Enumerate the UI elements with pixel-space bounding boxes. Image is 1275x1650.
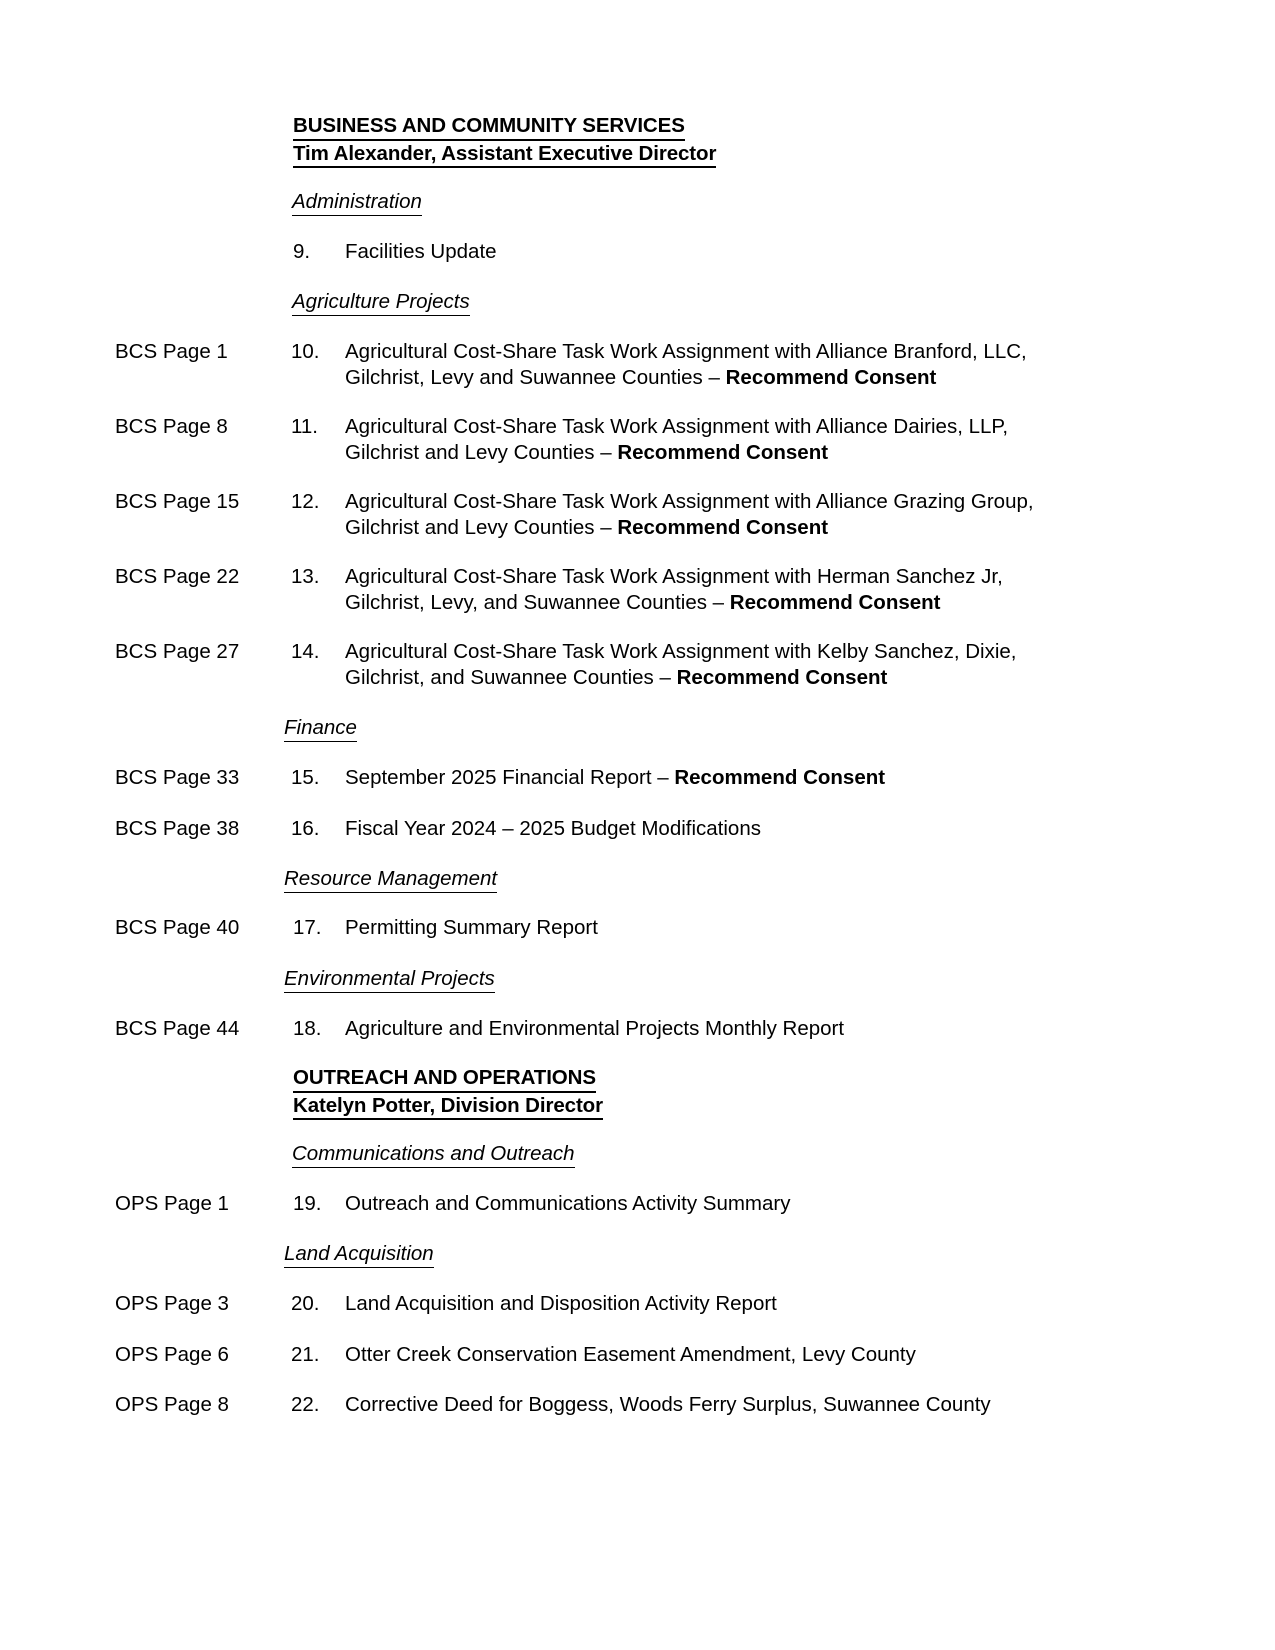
agenda-item-10-pageref: BCS Page 1 [115,340,228,363]
agenda-item-12-line1: Agricultural Cost-Share Task Work Assignment with Alliance Grazing Group, [345,490,1034,513]
agenda-item-15-line1: September 2025 Financial Report – [345,766,675,789]
division-header-bcs [293,113,716,168]
agenda-item-11-line2: Gilchrist and Levy Counties – Recommend Consent [345,440,829,464]
recommend-consent-badge: Recommend Consent [725,365,937,389]
agenda-item-20-pageref: OPS Page 3 [115,1292,229,1315]
section-heading-agriculture-projects: Agriculture Projects [292,289,470,316]
agenda-item-17-number: 17. [293,916,322,939]
agenda-item-21-number: 21. [291,1343,320,1366]
recommend-consent-badge: Recommend Consent [674,766,886,789]
agenda-item-15-pageref: BCS Page 33 [115,766,240,789]
agenda-item-12-line2: Gilchrist and Levy Counties – Recommend Consent [345,515,829,539]
recommend-consent-badge: Recommend Consent [617,440,829,464]
section-heading-resource-management: Resource Management [284,866,497,893]
division-title-bcs: BUSINESS AND COMMUNITY SERVICES [293,113,685,141]
agenda-item-20-text: Land Acquisition and Disposition Activity Report [345,1292,777,1315]
section-heading-finance: Finance [284,715,357,742]
agenda-item-17-text: Permitting Summary Report [345,916,598,939]
agenda-item-17-pageref: BCS Page 40 [115,916,240,939]
agenda-item-10-line2: Gilchrist, Levy and Suwannee Counties – Recommend Consent [345,365,937,389]
agenda-item-15-text [345,765,1090,791]
agenda-item-18-pageref: BCS Page 44 [115,1017,240,1040]
division-subtitle-ops: Katelyn Potter, Division Director [293,1093,603,1121]
agenda-item-9-number: 9. [293,240,311,263]
agenda-item-10-line1: Agricultural Cost-Share Task Work Assignment with Alliance Branford, LLC, [345,340,1027,363]
section-heading-environmental-projects: Environmental Projects [284,966,495,993]
agenda-item-18-number: 18. [293,1017,322,1040]
agenda-item-11-pageref: BCS Page 8 [115,415,228,438]
agenda-item-14-text [345,639,1090,690]
agenda-item-13-pageref: BCS Page 22 [115,565,240,588]
agenda-item-19-pageref: OPS Page 1 [115,1192,229,1215]
agenda-item-16-pageref: BCS Page 38 [115,817,240,840]
agenda-item-19-number: 19. [293,1192,322,1215]
agenda-item-12-text [345,489,1090,540]
division-header-ops [293,1065,603,1120]
agenda-item-12-pageref: BCS Page 15 [115,490,240,513]
section-heading-communications-and-outreach: Communications and Outreach [292,1141,575,1168]
agenda-item-22-number: 22. [291,1393,320,1416]
agenda-item-12-number: 12. [291,490,320,513]
agenda-item-20-number: 20. [291,1292,320,1315]
division-subtitle-bcs: Tim Alexander, Assistant Executive Director [293,141,716,169]
recommend-consent-badge: Recommend Consent [676,665,888,689]
agenda-item-21-pageref: OPS Page 6 [115,1343,229,1366]
agenda-item-19-text: Outreach and Communications Activity Summary [345,1192,791,1215]
agenda-item-22-pageref: OPS Page 8 [115,1393,229,1416]
agenda-item-21-text: Otter Creek Conservation Easement Amendment, Levy County [345,1343,916,1366]
section-heading-land-acquisition: Land Acquisition [284,1241,434,1268]
agenda-item-22-text: Corrective Deed for Boggess, Woods Ferry Surplus, Suwannee County [345,1393,991,1416]
agenda-item-13-text [345,564,1090,615]
agenda-item-14-pageref: BCS Page 27 [115,640,240,663]
agenda-item-14-number: 14. [291,640,320,663]
agenda-item-15-number: 15. [291,766,320,789]
agenda-item-13-number: 13. [291,565,320,588]
agenda-item-9-text: Facilities Update [345,240,497,263]
agenda-item-14-line2: Gilchrist, and Suwannee Counties – Recommend Consent [345,665,888,689]
section-heading-administration: Administration [292,189,422,216]
agenda-item-13-line2: Gilchrist, Levy, and Suwannee Counties – Recommend Consent [345,590,941,614]
agenda-item-11-line1: Agricultural Cost-Share Task Work Assignment with Alliance Dairies, LLP, [345,415,1009,438]
agenda-item-14-line1: Agricultural Cost-Share Task Work Assignment with Kelby Sanchez, Dixie, [345,640,1017,663]
agenda-item-11-number: 11. [291,415,318,438]
agenda-item-16-text: Fiscal Year 2024 – 2025 Budget Modifications [345,817,761,840]
division-title-ops: OUTREACH AND OPERATIONS [293,1065,596,1093]
agenda-item-13-line1: Agricultural Cost-Share Task Work Assignment with Herman Sanchez Jr, [345,565,1003,588]
agenda-item-16-number: 16. [291,817,320,840]
agenda-item-11-text [345,414,1090,465]
recommend-consent-badge: Recommend Consent [617,515,829,539]
agenda-item-10-text [345,339,1090,390]
recommend-consent-badge: Recommend Consent [729,590,941,614]
agenda-item-10-number: 10. [291,340,320,363]
agenda-item-18-text: Agriculture and Environmental Projects Monthly Report [345,1017,845,1040]
